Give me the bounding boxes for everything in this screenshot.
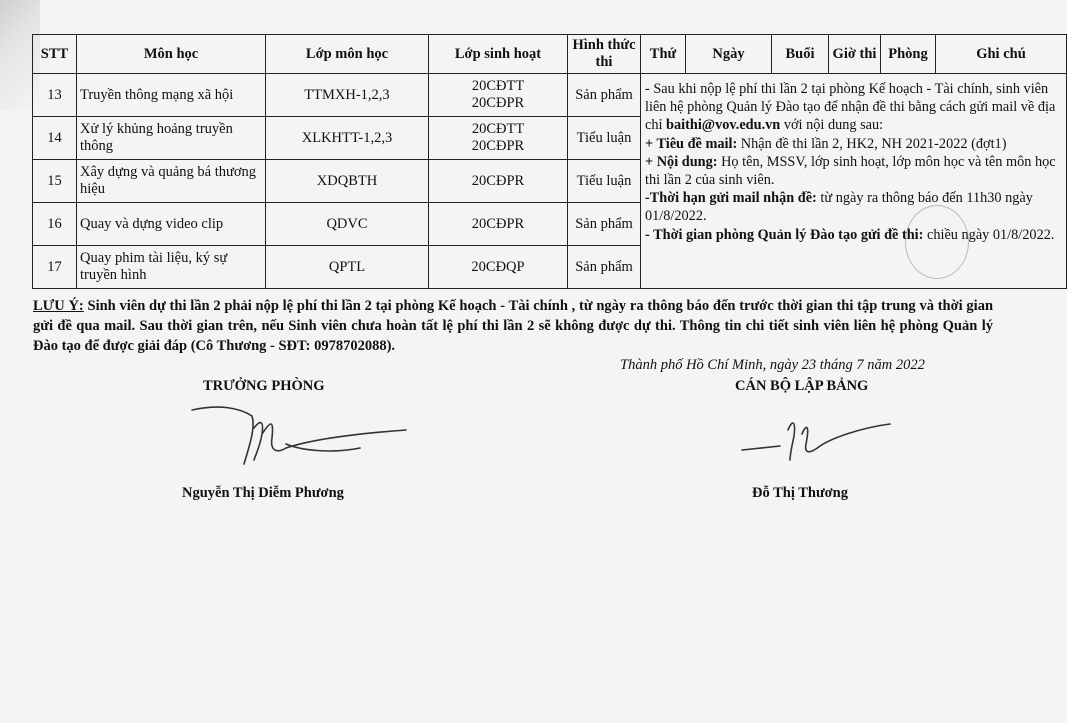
row-subject: Quay và dựng video clip [77, 203, 266, 246]
row-stt: 13 [33, 74, 77, 117]
home-class-line: 20CĐTT [471, 121, 525, 137]
header-time: Giờ thi [829, 35, 881, 74]
note-deadline-label: -Thời hạn gửi mail nhận đề: [645, 190, 817, 207]
row-subject: Xây dựng và quảng bá thương hiệu [77, 160, 266, 203]
row-subject: Quay phim tài liệu, ký sự truyền hình [77, 246, 266, 289]
header-session: Buổi [772, 35, 829, 74]
row-stt: 14 [33, 117, 77, 160]
right-signature-image [740, 400, 900, 470]
header-exam-form: Hình thức thi [568, 35, 641, 74]
header-stt: STT [33, 35, 77, 74]
row-exam-form: Sản phẩm [568, 203, 641, 246]
faint-stamp [905, 205, 969, 279]
note-deadline-value: từ ngày ra thông báo đến 11h30 ngày 01/8/2022. [645, 190, 1033, 225]
row-class-code: QDVC [266, 203, 429, 246]
note-intro-tail: với nội dung sau: [783, 117, 884, 134]
row-home-class [429, 117, 568, 160]
header-home-class: Lớp sinh hoạt [429, 35, 568, 74]
row-subject: Truyền thông mạng xã hội [77, 74, 266, 117]
header-weekday: Thứ [641, 35, 686, 74]
right-signer-title: CÁN BỘ LẬP BẢNG [735, 378, 869, 394]
row-subject: Xử lý khủng hoảng truyền thông [77, 117, 266, 160]
row-class-code: QPTL [266, 246, 429, 289]
row-stt: 15 [33, 160, 77, 203]
row-class-code: XLKHTT-1,2,3 [266, 117, 429, 160]
left-signer-title: TRƯỞNG PHÒNG [203, 378, 325, 394]
home-class-line: 20CĐPR [471, 138, 525, 154]
row-stt: 17 [33, 246, 77, 289]
table-header-row [33, 35, 1067, 74]
row-exam-form: Sản phẩm [568, 74, 641, 117]
row-stt: 16 [33, 203, 77, 246]
header-room: Phòng [881, 35, 936, 74]
header-class-code: Lớp môn học [266, 35, 429, 74]
note-intro: - Sau khi nộp lệ phí thi lần 2 tại phòng Kế hoạch - Tài chính, sinh viên liên hệ phòng Quản lý Đào tạo để nhận đề thi bằng cách gửi mail về địa chỉ [645, 81, 1056, 134]
row-class-code: TTMXH-1,2,3 [266, 74, 429, 117]
notice-body: Sinh viên dự thi lần 2 phải nộp lệ phí thi lần 2 tại phòng Kế hoạch - Tài chính , từ ngày ra thông báo đến trước thời gian thi tập trung và thời gian gửi đề qua mail. Sau thời gian trên, nếu Sinh viên chưa hoàn tất lệ phí thi lần 2 sẽ không được dự thi. Thông tin chi tiết sinh viên liên hệ phòng Quản lý Đào tạo để được giải đáp (Cô Thương - SĐT: 0978702088). [33, 298, 994, 354]
row-home-class: 20CĐPR [429, 160, 568, 203]
note-subject-label: + Tiêu đề mail: [645, 135, 738, 152]
row-home-class: 20CĐPR [429, 203, 568, 246]
notice-paragraph [33, 296, 993, 356]
note-send-label: - Thời gian phòng Quản lý Đào tạo gửi đề thi: [645, 226, 924, 243]
home-class-line: 20CĐPR [471, 95, 525, 111]
row-home-class [429, 74, 568, 117]
note-email: baithi@vov.edu.vn [666, 117, 781, 134]
header-date: Ngày [686, 35, 772, 74]
header-subject: Môn học [77, 35, 266, 74]
left-signer-name: Nguyễn Thị Diễm Phương [182, 485, 344, 501]
note-content-value: Họ tên, MSSV, lớp sinh hoạt, lớp môn học và tên môn học thi lần 2 của sinh viên. [645, 153, 1056, 189]
note-subject-value: Nhận đề thi lần 2, HK2, NH 2021-2022 (đợt1) [740, 135, 1007, 152]
row-exam-form: Tiểu luận [568, 160, 641, 203]
right-signer-name: Đỗ Thị Thương [752, 485, 848, 501]
table-row [33, 74, 1067, 117]
home-class-line: 20CĐTT [471, 78, 525, 94]
left-signature-image [190, 398, 410, 473]
notice-heading: LƯU Ý: [33, 298, 84, 314]
row-exam-form: Sản phẩm [568, 246, 641, 289]
merged-notes-cell [641, 74, 1067, 289]
date-line: Thành phố Hồ Chí Minh, ngày 23 tháng 7 năm 2022 [620, 357, 925, 373]
row-exam-form: Tiểu luận [568, 117, 641, 160]
row-class-code: XDQBTH [266, 160, 429, 203]
note-content-label: + Nội dung: [645, 153, 718, 170]
header-notes: Ghi chú [936, 35, 1067, 74]
row-home-class: 20CĐQP [429, 246, 568, 289]
note-send-value: chiều ngày 01/8/2022. [926, 226, 1055, 243]
